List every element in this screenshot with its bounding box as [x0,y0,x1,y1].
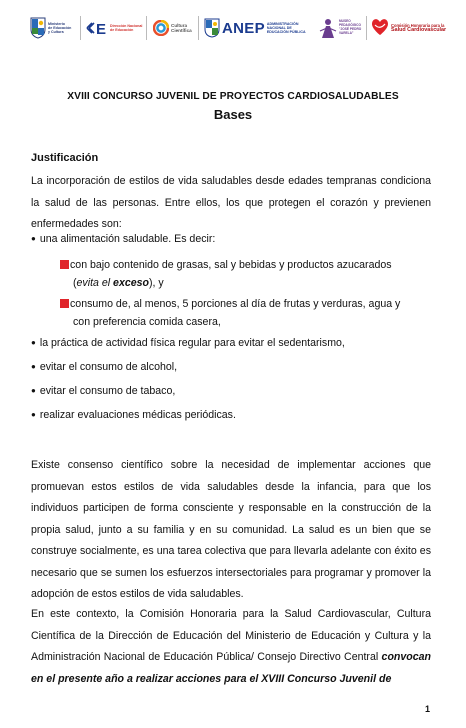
anep-logo-text: ADMINISTRACIÓN NACIONAL DE EDUCACIÓN PÚBLICA [266,21,306,35]
document-subtitle: Bases [213,107,253,122]
paren-open: ( [73,277,77,289]
sub-bullet-text: con bajo contenido de grasas, sal y bebidas y productos azucarados [70,259,392,271]
bullet-evaluaciones [31,409,236,421]
ministerio-logo [30,12,71,44]
logo-divider [366,16,367,40]
red-square-icon [60,260,69,269]
contexto-text: En este contexto, la Comisión Honoraria para la Salud Cardiovascular, Cultura Científica de la Dirección de Educación del Ministerio de Educación y Cultura y la Administración Nacional de Educación Pública/ Consejo Directivo Central [31,608,431,663]
bold-italic-text: exceso [113,277,149,289]
sub-bullet-porciones [60,298,400,310]
sub-bullet-grasas-cont [73,277,164,289]
uruguay-shield-icon [204,18,220,38]
page-number: 1 [425,704,431,714]
spiral-icon [153,20,169,36]
uruguay-shield-icon [30,17,46,39]
logo-divider [80,16,81,40]
paren-close: ), y [148,277,164,289]
svg-text:E: E [96,21,107,36]
italic-text: evita el [76,277,114,289]
consenso-paragraph: Existe consenso científico sobre la necesidad de implementar acciones que promuevan estos estilos de vida saludables desde la infancia, para que los individuos participen de forma consciente y responsable en la construcción de la propia salud, junto a su familia y en su comunidad. La salud es un bien que se construye socialmente, es una tarea colectiva que para llevarla adelante con éxito es necesario que se sumen los esfuerzos intersectoriales para programar y promover la adopción de estos estilos de vida saludables. [31,459,431,600]
cultura-logo-text: Cultura Científica [171,22,192,33]
cultura-cientifica-logo [153,12,192,44]
red-square-icon [60,299,69,308]
comision-logo [371,12,446,44]
sub-bullet-porciones-cont: con preferencia comida casera, [73,316,221,328]
convocan-text: convocan en el presente año a realizar acciones para el XVIII Concurso Juvenil de [31,651,431,685]
bullet-tabaco [31,385,175,397]
museo-logo [319,12,361,44]
dne-logo [86,12,142,44]
bullet-text: evitar el consumo de tabaco, [39,385,176,397]
bullet-text: realizar evaluaciones médicas periódicas. [39,409,236,421]
bullet-text: evitar el consumo de alcohol, [39,361,178,373]
heart-icon [371,17,389,39]
museo-logo-text: MUSEO PEDAGÓGICO "JOSÉ PEDRO VARELA" [339,19,362,35]
anep-wordmark: ANEP [222,19,265,37]
bullet-alimentacion [31,233,215,245]
comision-logo-text: Comisión Honoraria para la Salud Cardiovascular [391,23,447,33]
bullet-text: la práctica de actividad física regular para evitar el sedentarismo, [39,337,345,349]
sub-bullet-grasas [60,259,392,271]
anep-logo [204,12,306,44]
intro-paragraph: La incorporación de estilos de vida saludables desde edades tempranas condiciona la salud de las personas. Entre ellos, los que protegen el corazón y previenen enfermedades son: [31,175,431,230]
sub-bullet-text: consumo de, al menos, 5 porciones al día de frutas y verduras, agua y [70,298,401,310]
logo-divider [146,16,147,40]
logo-divider [198,16,199,40]
document-title: XVIII CONCURSO JUVENIL DE PROYECTOS CARDIOSALUDABLES [67,91,399,102]
bullet-text: una alimentación saludable. Es decir: [39,233,216,245]
contexto-paragraph [31,604,431,690]
museo-figure-icon [319,17,337,39]
logo-strip [0,12,466,46]
dne-mark-icon [86,20,108,36]
bullet-alcohol [31,361,177,373]
bullet-actividad [31,337,345,349]
dne-logo-text: Dirección Nacional de Educación [110,23,143,32]
ministerio-logo-text: Ministerio de Educación y Cultura [48,21,72,35]
section-heading: Justificación [31,152,99,164]
